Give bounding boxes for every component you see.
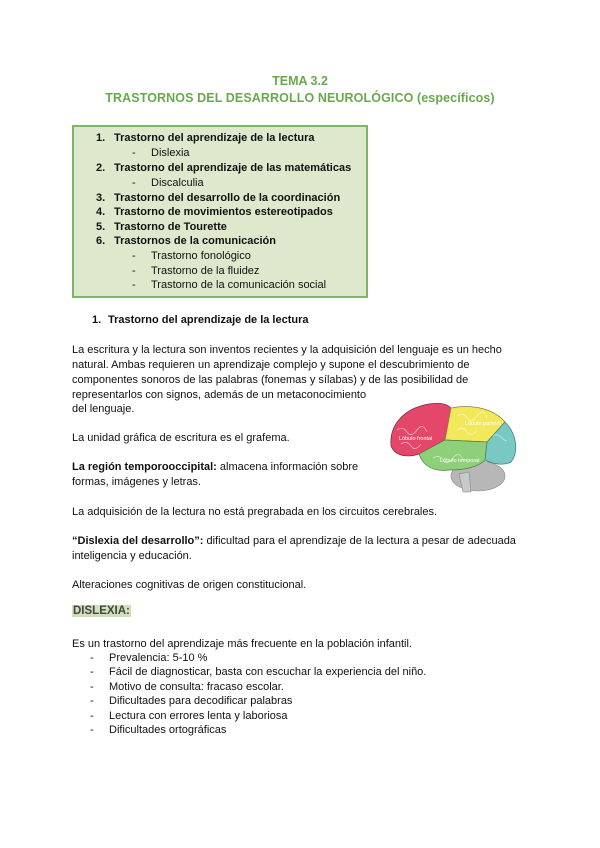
paragraph-line: natural. Ambas requieren un aprendizaje complejo y supone el descubrimiento de <box>72 359 470 371</box>
toc-subitem: - Trastorno fonológico <box>132 250 251 262</box>
paragraph-line: La escritura y la lectura son inventos recientes y la adquisición del lenguaje es un hecho <box>72 344 502 356</box>
list-item: - Fácil de diagnosticar, basta con escuchar la experiencia del niño. <box>90 666 427 678</box>
list-item: - Motivo de consulta: fracaso escolar. <box>90 681 284 693</box>
topic-number: TEMA 3.2 <box>272 74 328 88</box>
toc-item: 5. Trastorno de Tourette <box>96 221 227 233</box>
parietal-lobe-label: Lóbulo parietal <box>465 421 502 427</box>
dislexia-heading: DISLEXIA: <box>73 605 130 617</box>
paragraph-line: “Dislexia del desarrollo”: dificultad para el aprendizaje de la lectura a pesar de adecuada <box>72 535 516 547</box>
paragraph-line: componentes sonoros de las palabras (fonemas y sílabas) y de las posibilidad de <box>72 374 469 386</box>
paragraph-line: inteligencia y educación. <box>72 550 192 562</box>
paragraph: La adquisición de la lectura no está pregrabada en los circuitos cerebrales. <box>72 506 438 518</box>
toc-subitem: - Trastorno de la comunicación social <box>132 279 327 291</box>
frontal-lobe-label: Lóbulo frontal <box>399 436 433 442</box>
list-item: - Lectura con errores lenta y laboriosa <box>90 710 288 722</box>
toc-item: 2. Trastorno del aprendizaje de las matemáticas <box>96 162 352 174</box>
brain-lobes-illustration <box>385 400 521 496</box>
paragraph-line: del lenguaje. <box>72 403 135 415</box>
toc-item: 3. Trastorno del desarrollo de la coordinación <box>96 192 341 204</box>
toc-subitem: - Dislexia <box>132 147 190 159</box>
toc-subitem: - Trastorno de la fluidez <box>132 265 260 277</box>
toc-item: 4. Trastorno de movimientos estereotipados <box>96 206 333 218</box>
toc-item: 6. Trastornos de la comunicación <box>96 235 276 247</box>
section-heading: 1. Trastorno del aprendizaje de la lectura <box>92 314 309 326</box>
document-title: TRASTORNOS DEL DESARROLLO NEUROLÓGICO (específicos) <box>105 91 495 105</box>
table-of-contents <box>72 125 368 298</box>
paragraph: Es un trastorno del aprendizaje más frecuente en la población infantil. <box>72 638 412 650</box>
list-item: - Prevalencia: 5-10 % <box>90 652 208 664</box>
paragraph: La unidad gráfica de escritura es el grafema. <box>72 432 290 444</box>
brain-stem <box>459 472 471 492</box>
list-item: - Dificultades ortográficas <box>90 724 227 736</box>
paragraph-line: formas, imágenes y letras. <box>72 476 201 488</box>
temporal-lobe-label: Lóbulo temporal <box>440 458 480 464</box>
toc-subitem: - Discalculia <box>132 177 204 189</box>
paragraph-line: La región temporooccipital: almacena información sobre <box>72 461 359 473</box>
list-item: - Dificultades para decodificar palabras <box>90 695 293 707</box>
paragraph-line: representarlos con signos, además de un metaconocimiento <box>72 389 367 401</box>
paragraph: Alteraciones cognitivas de origen constitucional. <box>72 579 307 591</box>
toc-item: 1. Trastorno del aprendizaje de la lectura <box>96 132 315 144</box>
